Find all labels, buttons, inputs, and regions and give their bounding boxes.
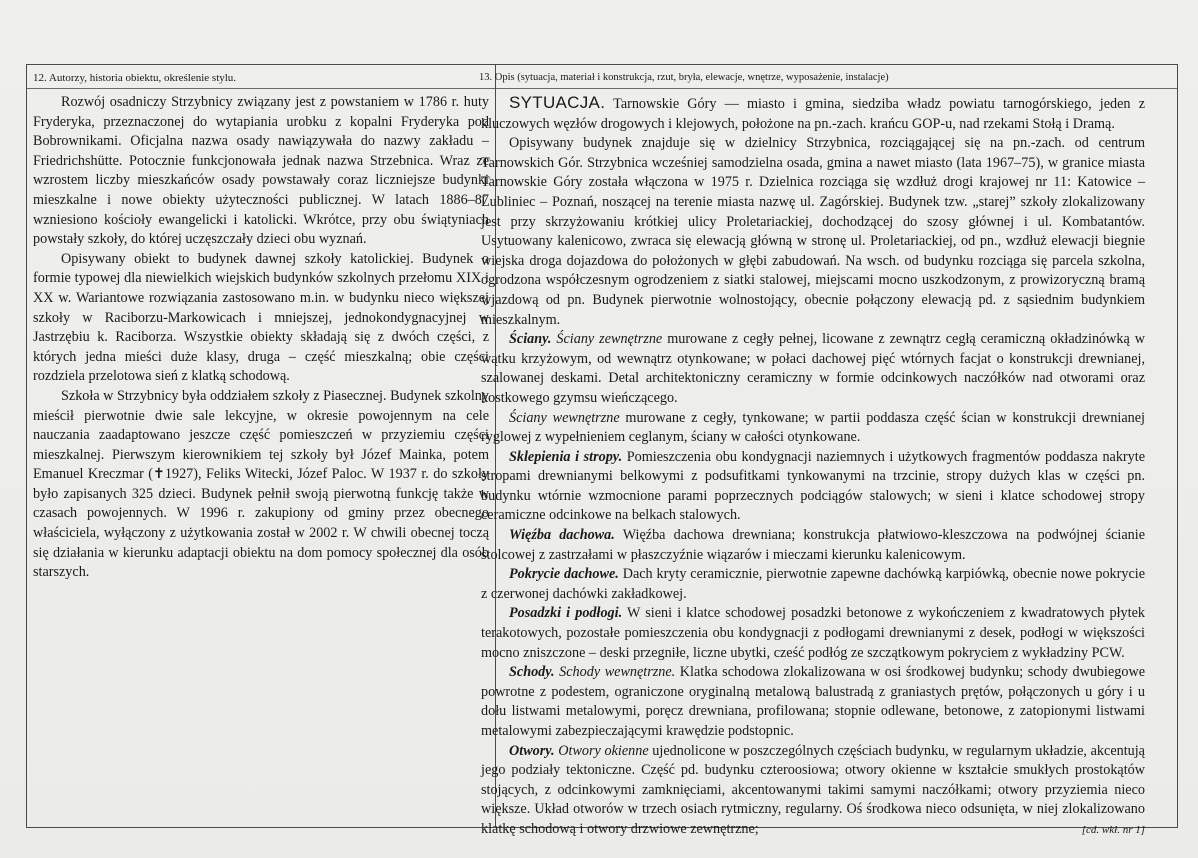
sciany-wewn-text: murowane z cegły, tynkowane; w partii poddasza część ścian w konstrukcji drewnianej ryglowej z wypełnieniem ceglanym, ściany w całości otynkowane. <box>481 409 1145 446</box>
otwory-label: Otwory. <box>509 742 555 759</box>
section-12-header: 12. Autorzy, historia obiektu, określenie stylu. <box>33 72 237 84</box>
posadzki-paragraph <box>481 604 1145 663</box>
otwory-paragraph <box>481 742 1145 840</box>
sytuacja-text: Tarnowskie Góry — miasto i gmina, siedziba władz powiatu tarnogórskiego, jeden z kluczowych węzłów drogowych i klejowych, położone na pn.-zach. krańcu GOP-u, nad rzekami Stołą i Dramą. <box>481 96 1145 132</box>
schody-sub: Schody wewnętrzne. <box>554 664 676 681</box>
section-13-header: 13. Opis (sytuacja, materiał i konstrukcja, rzut, bryła, elewacje, wnętrze, wyposażenie, instalacje) <box>479 72 889 83</box>
location-paragraph: Opisywany budynek znajduje się w dzielnicy Strzybnica, rozciągającej się na pn.-zach. od centrum Tarnowskich Gór. Strzybnica wcześniej samodzielna osada, gmina a nawet miasto (lata 1967–75), w granice miasta Tarnowskie Góry została włączona w 1975 r. Dzielnica rozciąga się wzdłuż drogi krajowej nr 11: Katowice – Lubliniec – Poznań, noszącej na terenie miasta nazwę ul. Zagórskiej. Budynek tzw. „starej” szkoły zlokalizowany jest przy skrzyżowaniu krótkiej ulicy Proletariackiej, dochodzącej do szosy głównej i ul. Kombatantów. Usytuowany kalenicowo, zwraca się elewacją główną w stronę ul. Proletariackiej, od pn., wzdłuż elewacji biegnie wiejska droga dojazdowa do położonych w głębi zabudowań. Na wsch. od budynku rozciąga się parcela szkolna, ogrodzona współczesnym ogrodzeniem z siatki stalowej, miejscami mocno uszkodzonym, z prowizoryczną bramą wjazdową od pn. Budynek pierwotnie wolnostojący, obecnie połączony elewacją pd. z sąsiednim budynkiem mieszkalnym. <box>481 135 1145 328</box>
wiezba-text: Więźba dachowa drewniana; konstrukcja płatwiowo-kleszczowa na podwójnej ścianie stolcowej z zastrzałami w płaszczyźnie wiązarów i mieczami kierunku kalenicowym. <box>481 527 1146 563</box>
sciany-label: Ściany. <box>509 331 552 348</box>
sciany-wewn-label: Ściany wewnętrzne <box>509 409 620 426</box>
history-column <box>33 93 489 583</box>
otwory-sub: Otwory okienne <box>554 742 649 759</box>
wiezba-label: Więźba dachowa. <box>509 527 615 544</box>
pokrycie-label: Pokrycie dachowe. <box>509 566 619 583</box>
schody-paragraph <box>481 663 1145 741</box>
continuation-reference: [cd. wkł. nr 1] <box>1081 823 1145 836</box>
schody-label: Schody. <box>509 664 555 681</box>
sytuacja-paragraph <box>481 93 1145 134</box>
otwory-text: ujednolicone w poszczególnych częściach budynku, w regularnym układzie, akcentują jego podziały tektoniczne. Część pd. budynku czteroosiowa; otwory okienne w kształcie smukłych prostokątów stojących, z odcinkowymi zamknięciami, akcentowanymi takimi samymi naczółkami; otwory przyziemia nieco większe. Układ otworów w trzech osiach rytmiczny, regularny. Oś środkowa nieco odsunięta, w niej zlokalizowano klatkę schodową i otwory drzwiowe zewnętrzne; <box>481 742 1145 837</box>
history-paragraph-3: Szkoła w Strzybnicy była oddziałem szkoły z Piasecznej. Budynek szkolny mieścił pierwotnie dwie sale lekcyjne, w okresie powojennym na cele nauczania zaadaptowano jeszcze część pomieszczeń w przyziemiu części mieszkalnej. Pierwszym kierownikiem tej szkoły był Józef Mainka, potem Emanuel Kreczmar (✝1927), Feliks Witecki, Józef Paloc. W 1937 r. do szkoły było zapisanych 325 dzieci. Budynek pełnił swoją pierwotną funkcję także w czasach powojennych. W 1996 r. zakupiony od gminy przez obecnego właściciela, wyłączony z użytkowania został w 2002 r. W chwili obecnej toczą się działania w kierunku adaptacji obiektu na dom pomocy społecznej dla osób starszych. <box>33 387 489 581</box>
sciany-sub: Ściany zewnętrzne <box>551 331 663 348</box>
description-column <box>481 93 1145 841</box>
sklepienia-label: Sklepienia i stropy. <box>509 448 623 465</box>
history-paragraph-2: Opisywany obiekt to budynek dawnej szkoły katolickiej. Budynek o formie typowej dla niewielkich wiejskich budynków szkolnych przełomu XIX i XX w. Wariantowe rozwiązania zastosowano m.in. w budynku nieco większej szkoły w Raciborzu-Markowicach i mniejszej, jednokondygnacyjnej w Jastrzębiu k. Raciborza. Wszystkie obiekty składają się z dwóch części, z których jedna mieści duże klasy, druga – część mieszkalną; obie części rozdziela przelotowa sień z klatką schodową. <box>33 250 489 385</box>
posadzki-text: W sieni i klatce schodowej posadzki betonowe z wykończeniem z kwadratowych płytek terakotowych, pozostałe pomieszczenia obu kondygnacji z podłogami drewnianymi z desek, podłogi w większości mocno zniszczone – deski przegniłe, liczne ubytki, cześć podłóg ze szczątkowym pokryciem z wykładziny PCW. <box>481 605 1145 661</box>
posadzki-label: Posadzki i podłogi. <box>509 605 623 622</box>
sciany-text: murowane z cegły pełnej, licowane z zewnątrz cegłą ceramiczną okładzinówką w wątku krzyżowym, od wewnątrz otynkowane; w połaci dachowej pięć wtórnych facjat o konstrukcji drewnianej, szalowanej deskami. Detal architektoniczny ceramiczny w formie odcinkowych naczółków nad otworami oraz kostkowego gzymsu wieńczącego. <box>481 331 1145 406</box>
history-paragraph-1: Rozwój osadniczy Strzybnicy związany jest z powstaniem w 1786 r. huty Fryderyka, przeznaczonej do wytapiania urobku z kopalni Fryderyka pod Bobrownikami. Oficjalna nazwa osady nawiązywała do nazwy zakładu – Friedrichshütte. Potocznie funkcjonowała jednak nazwa Strzebnica. Wraz ze wzrostem liczby mieszkańców osady powstawały coraz liczniejsze budynki mieszkalne i nowe obiekty użyteczności publicznej. W latach 1886–87 wzniesiono kościoły ewangelicki i katolicki. Wkrótce, przy obu świątyniach powstały szkoły, do której uczęszczały dzieci obu wyznań. <box>33 94 489 248</box>
sytuacja-label: SYTUACJA. <box>509 93 606 112</box>
pokrycie-text: Dach kryty ceramicznie, pierwotnie zapewne dachówką karpiówką, obecnie nowe pokrycie z czerwonej dachówki zakładkowej. <box>481 566 1145 602</box>
sciany-paragraph <box>481 330 1145 408</box>
sciany-wewn-paragraph <box>481 409 1145 448</box>
wiezba-paragraph <box>481 526 1145 565</box>
sklepienia-paragraph <box>481 448 1145 526</box>
sklepienia-text: Pomieszczenia obu kondygnacji naziemnych i użytkowych fragmentów poddasza nakryte stropami drewnianymi belkowymi z podsufitkami tynkowanymi na trzcinie, stropy dużych klas w części pn. budynku wtórnie wzmocnione parami poprzecznych podciągów stalowych; w sieni i klatce schodowej stropy ceramiczne odcinkowe na belkach stalowych. <box>481 448 1145 524</box>
pokrycie-paragraph <box>481 565 1145 604</box>
header-rule <box>27 88 1177 89</box>
schody-text: Klatka schodowa zlokalizowana w osi środkowej budynku; schody dwubiegowe powrotne z podestem, ograniczone oryginalną metalową balustradą z graniastych prętów, połączonych u góry i u dołu listwami metalowymi, poręcz drewniana, profilowana; stopnie odlewane, betonowe, z zatopionymi listwami metalowymi zabezpieczającymi krawędzie podstopnic. <box>481 664 1145 739</box>
form-frame <box>26 64 1178 837</box>
